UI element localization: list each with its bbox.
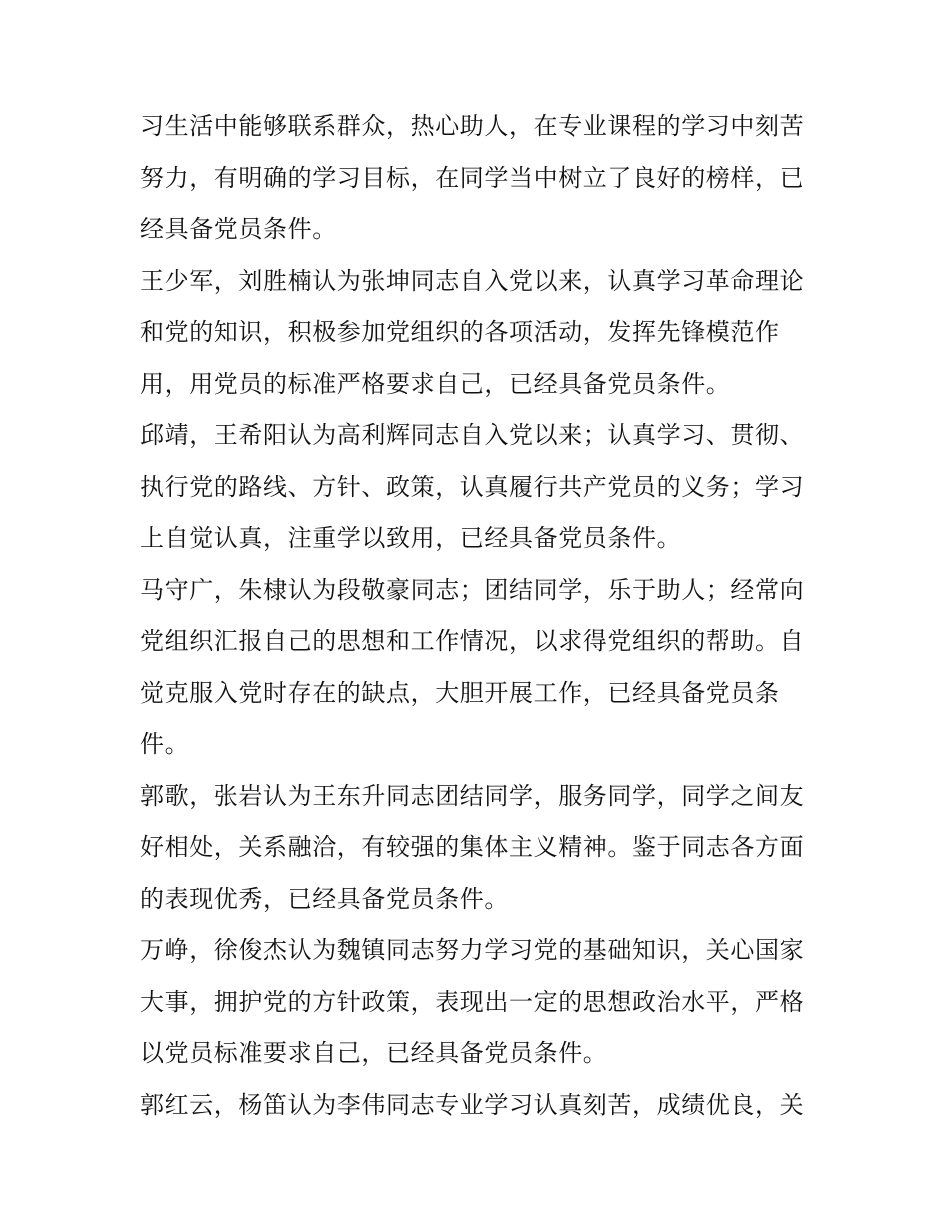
text-line: 和党的知识，积极参加党组织的各项活动，发挥先锋模范作 <box>140 318 780 346</box>
text-line: 万峥，徐俊杰认为魏镇同志努力学习党的基础知识，关心国家 <box>140 936 805 964</box>
text-line: 党组织汇报自己的思想和工作情况，以求得党组织的帮助。自 <box>140 627 805 655</box>
text-line: 郭歌，张岩认为王东升同志团结同学，服务同学，同学之间友 <box>140 781 805 810</box>
paragraph-4 <box>140 565 820 771</box>
paragraph-5 <box>140 771 820 926</box>
text-line: 以党员标准要求自己，已经具备党员条件。 <box>140 1039 608 1067</box>
text-line: 经具备党员条件。 <box>140 215 337 243</box>
text-line: 上自觉认真，注重学以致用，已经具备党员条件。 <box>140 524 682 552</box>
text-line: 用，用党员的标准严格要求自己，已经具备党员条件。 <box>140 369 731 398</box>
text-line: 王少军，刘胜楠认为张坤同志自入党以来，认真学习革命理论 <box>140 266 805 295</box>
paragraph-1 <box>140 101 820 256</box>
paragraph-3 <box>140 410 820 565</box>
text-line: 的表现优秀，已经具备党员条件。 <box>140 884 509 913</box>
document-body <box>140 101 820 1131</box>
text-line: 习生活中能够联系群众，热心助人，在专业课程的学习中刻苦 <box>140 112 805 140</box>
text-line: 好相处，关系融洽，有较强的集体主义精神。鉴于同志各方面 <box>140 833 805 861</box>
text-line: 马守广，朱棣认为段敬豪同志；团结同学，乐于助人；经常向 <box>140 575 805 604</box>
text-line: 郭红云，杨笛认为李伟同志专业学习认真刻苦，成绩优良，关 <box>140 1090 805 1119</box>
text-line: 件。 <box>140 730 190 758</box>
text-line: 大事，拥护党的方针政策，表现出一定的思想政治水平，严格 <box>140 987 805 1016</box>
paragraph-6 <box>140 925 820 1080</box>
paragraph-2 <box>140 256 820 411</box>
paragraph-7 <box>140 1080 820 1132</box>
text-line: 努力，有明确的学习目标，在同学当中树立了良好的榜样，已 <box>140 163 805 192</box>
text-line: 执行党的路线、方针、政策，认真履行共产党员的义务；学习 <box>140 472 805 501</box>
text-line: 觉克服入党时存在的缺点，大胆开展工作，已经具备党员条 <box>140 678 780 707</box>
text-line: 邱靖，王希阳认为高利辉同志自入党以来；认真学习、贯彻、 <box>140 421 805 449</box>
